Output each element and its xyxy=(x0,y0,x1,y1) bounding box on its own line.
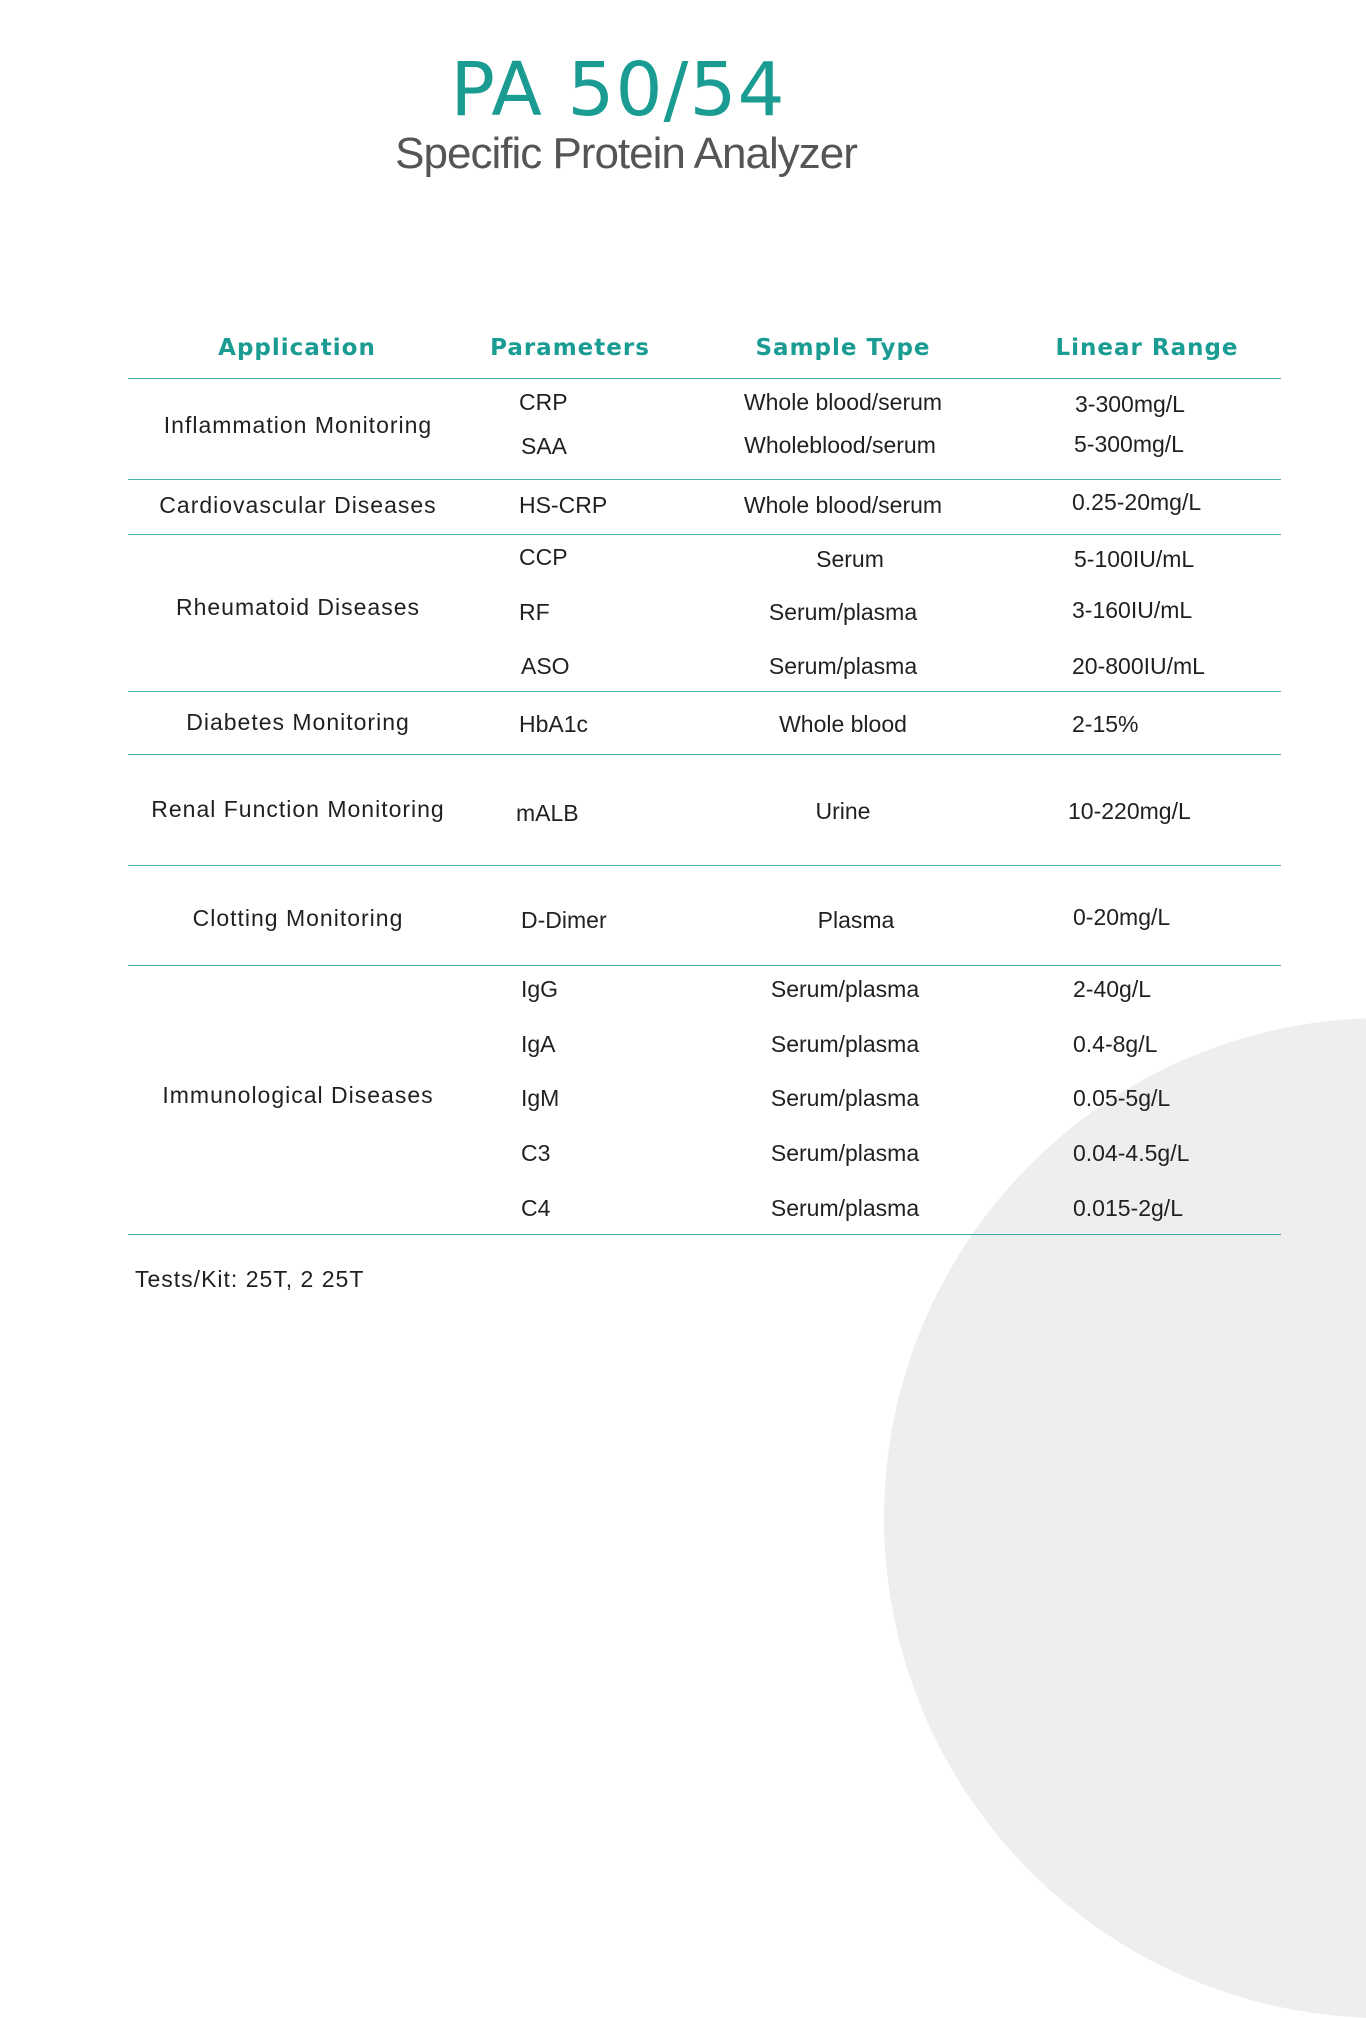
application-renal-function-monitoring: Renal Function Monitoring xyxy=(151,796,445,822)
linear-range-cell: 0.015-2g/L xyxy=(1073,1195,1183,1221)
background-circle-decoration xyxy=(884,1018,1366,2018)
application-diabetes-monitoring: Diabetes Monitoring xyxy=(186,709,410,735)
parameter-cell: IgA xyxy=(521,1031,556,1057)
sample-type-cell: Whole blood xyxy=(779,711,907,737)
linear-range-cell: 0.25-20mg/L xyxy=(1072,489,1202,515)
linear-range-cell: 0-20mg/L xyxy=(1073,904,1171,930)
parameter-cell: C4 xyxy=(521,1195,551,1221)
linear-range-cell: 20-800IU/mL xyxy=(1072,653,1205,679)
page-subtitle: Specific Protein Analyzer xyxy=(395,129,857,178)
table-divider xyxy=(128,1234,1281,1235)
table-divider xyxy=(128,691,1281,692)
sample-type-cell: Serum/plasma xyxy=(770,1085,920,1111)
linear-range-cell: 2-40g/L xyxy=(1073,976,1152,1002)
parameter-cell: IgM xyxy=(521,1085,560,1111)
linear-range-cell: 0.04-4.5g/L xyxy=(1073,1140,1190,1166)
column-header-sample-type: Sample Type xyxy=(755,335,931,361)
linear-range-cell: 3-160IU/mL xyxy=(1072,597,1193,623)
sample-type-cell: Serum xyxy=(816,546,884,572)
application-immunological-diseases: Immunological Diseases xyxy=(162,1082,434,1108)
linear-range-cell: 5-300mg/L xyxy=(1074,431,1184,457)
linear-range-cell: 0.4-8g/L xyxy=(1073,1031,1158,1057)
linear-range-cell: 0.05-5g/L xyxy=(1073,1085,1171,1111)
table-divider xyxy=(128,965,1281,966)
application-rheumatoid-diseases: Rheumatoid Diseases xyxy=(175,594,420,620)
parameter-cell: D-Dimer xyxy=(521,907,607,933)
linear-range-cell: 10-220mg/L xyxy=(1068,798,1191,824)
sample-type-cell: Serum/plasma xyxy=(770,976,920,1002)
parameter-cell: mALB xyxy=(516,800,579,826)
parameter-cell: ASO xyxy=(521,653,570,679)
column-header-parameters: Parameters xyxy=(490,335,650,361)
application-inflammation-monitoring: Inflammation Monitoring xyxy=(163,412,433,438)
linear-range-cell: 5-100IU/mL xyxy=(1074,546,1195,572)
application-cardiovascular-diseases: Cardiovascular Diseases xyxy=(159,492,437,518)
sample-type-cell: Serum/plasma xyxy=(768,653,918,679)
table-divider xyxy=(128,479,1281,480)
parameter-cell: HbA1c xyxy=(519,711,589,737)
parameter-cell: CCP xyxy=(519,544,568,570)
sample-type-cell: Wholeblood/serum xyxy=(744,432,936,458)
sample-type-cell: Serum/plasma xyxy=(770,1195,920,1221)
parameter-cell: HS-CRP xyxy=(519,492,608,518)
column-header-linear-range: Linear Range xyxy=(1055,335,1239,361)
sample-type-cell: Serum/plasma xyxy=(770,1140,920,1166)
table-divider xyxy=(128,378,1281,379)
sample-type-cell: Plasma xyxy=(817,907,895,933)
linear-range-cell: 3-300mg/L xyxy=(1075,391,1185,417)
linear-range-cell: 2-15% xyxy=(1072,711,1139,737)
parameter-cell: CRP xyxy=(519,389,568,415)
parameter-cell: RF xyxy=(519,599,550,625)
sample-type-cell: Serum/plasma xyxy=(770,1031,920,1057)
table-divider xyxy=(128,865,1281,866)
parameter-cell: SAA xyxy=(521,433,568,459)
table-divider xyxy=(128,534,1281,535)
page-title: PA 50/54 xyxy=(450,47,786,133)
column-header-application: Application xyxy=(218,335,376,361)
sample-type-cell: Whole blood/serum xyxy=(743,492,943,518)
table-divider xyxy=(128,754,1281,755)
sample-type-cell: Urine xyxy=(815,798,871,824)
parameter-cell: IgG xyxy=(521,976,559,1002)
application-clotting-monitoring: Clotting Monitoring xyxy=(192,905,404,931)
sample-type-cell: Serum/plasma xyxy=(768,599,918,625)
tests-per-kit-note: Tests/Kit: 25T, 2 25T xyxy=(135,1266,365,1292)
parameter-cell: C3 xyxy=(521,1140,551,1166)
sample-type-cell: Whole blood/serum xyxy=(743,389,943,415)
